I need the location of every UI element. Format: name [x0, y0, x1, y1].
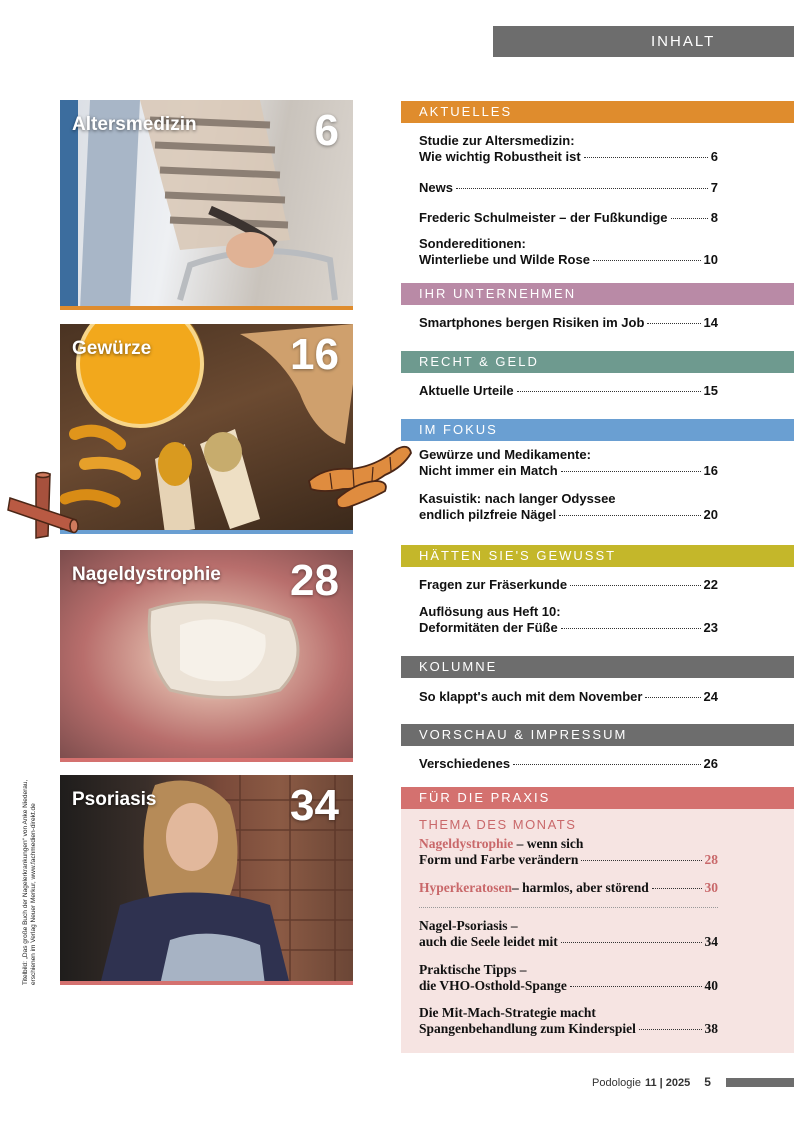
entry-line-2: Wie wichtig Robustheit ist [419, 149, 581, 164]
entry-line-2: Form und Farbe verändern [419, 852, 579, 867]
page-number: 14 [703, 315, 718, 330]
entry-line-1: Kasuistik: nach langer Odyssee [419, 491, 616, 506]
tile-color-bar [60, 758, 353, 762]
page-footer [592, 1075, 711, 1089]
toc-entry[interactable] [419, 180, 718, 196]
page-number: 38 [704, 1021, 718, 1036]
toc-entry[interactable] [419, 210, 718, 226]
toc-entry[interactable] [419, 315, 718, 331]
page-number: 24 [703, 689, 718, 704]
toc-entry[interactable] [419, 918, 718, 950]
tile-label: Nageldystrophie [72, 564, 221, 585]
tile-color-bar [60, 306, 353, 310]
entry-line-1: Auflösung aus Heft 10: [419, 604, 561, 619]
tile-label: Gewürze [72, 338, 152, 359]
toc-entry[interactable] [419, 880, 718, 896]
entry-line-1: Verschiedenes [419, 756, 511, 771]
page-number: 23 [703, 620, 718, 635]
tile-label: Psoriasis [72, 789, 157, 810]
image-credit: Titelbild: „Das große Buch der Nagelerkrankungen“ von Anke Niederau, erschienen im Verlag Neuer Merkur, www.fachmedien-direkt.de [22, 779, 37, 985]
entry-line-2: Winterliebe und Wilde Rose [419, 252, 590, 267]
page-number: 15 [703, 383, 718, 398]
section-tab-inhalt: INHALT [493, 26, 794, 57]
entry-line-1: Nagel-Psoriasis – [419, 918, 518, 933]
entry-line-2: endlich pilzfreie Nägel [419, 507, 557, 522]
entry-line-1: Aktuelle Urteile [419, 383, 514, 398]
entry-line-1: Sondereditionen: [419, 236, 526, 251]
section-aktuelles: AKTUELLES [401, 101, 794, 123]
section-ihr-unternehmen: IHR UNTERNEHMEN [401, 283, 794, 305]
toc-entry[interactable] [419, 133, 718, 165]
tile-color-bar [60, 981, 353, 985]
tile-page-number: 28 [290, 556, 339, 605]
entry-highlight: Nageldystrophie [419, 836, 514, 851]
toc-entry[interactable] [419, 236, 718, 268]
toc-entry[interactable] [419, 604, 718, 636]
turmeric-illustration [305, 437, 415, 511]
page-number: 10 [703, 252, 718, 267]
magazine-name: Podologie [592, 1077, 641, 1089]
toc-entry[interactable] [419, 383, 718, 399]
toc-entry[interactable] [419, 1005, 718, 1037]
thema-des-monats: THEMA DES MONATS [419, 817, 577, 832]
page-number: 16 [703, 463, 718, 478]
tile-label: Altersmedizin [72, 114, 197, 135]
tile-psoriasis[interactable] [60, 775, 353, 985]
toc-entry[interactable] [419, 962, 718, 994]
toc-entry[interactable] [419, 836, 718, 868]
toc-entry[interactable] [419, 577, 718, 593]
section-recht-geld: RECHT & GELD [401, 351, 794, 373]
section-fuer-die-praxis: FÜR DIE PRAXIS [401, 787, 794, 809]
section-haetten-sies-gewusst: HÄTTEN SIE'S GEWUSST [401, 545, 794, 567]
page-number: 20 [703, 507, 718, 522]
toc-entry[interactable] [419, 689, 718, 705]
entry-highlight: Hyperkeratosen [419, 880, 512, 895]
page-number: 28 [704, 852, 718, 867]
toc-entry[interactable] [419, 756, 718, 772]
page-number: 34 [704, 934, 718, 949]
entry-line-1: Smartphones bergen Risiken im Job [419, 315, 645, 330]
cinnamon-illustration [6, 470, 86, 542]
page-number: 6 [710, 149, 718, 164]
entry-line-1: Frederic Schulmeister – der Fußkundige [419, 210, 668, 225]
footer-bar [726, 1078, 794, 1087]
entry-line-1: Fragen zur Fräserkunde [419, 577, 568, 592]
entry-line-1: Studie zur Altersmedizin: [419, 133, 575, 148]
section-kolumne: KOLUMNE [401, 656, 794, 678]
entry-line-2: Spangenbehandlung zum Kinderspiel [419, 1021, 636, 1036]
entry-line-1: So klappt's auch mit dem November [419, 689, 643, 704]
entry-line-2: auch die Seele leidet mit [419, 934, 558, 949]
entry-line-2: Deformitäten der Füße [419, 620, 558, 635]
entry-line-1: Gewürze und Medikamente: [419, 447, 591, 462]
page-number: 40 [704, 978, 718, 993]
entry-line-2: Nicht immer ein Match [419, 463, 558, 478]
issue-number: 11 | 2025 [644, 1077, 691, 1089]
page-number: 8 [710, 210, 718, 225]
tile-altersmedizin[interactable] [60, 100, 353, 310]
footer-page-number: 5 [704, 1075, 711, 1089]
entry-line-1: Die Mit-Mach-Strategie macht [419, 1005, 596, 1020]
tile-nageldystrophie[interactable] [60, 550, 353, 762]
dotted-separator [419, 907, 718, 908]
toc-entry[interactable] [419, 447, 718, 479]
tile-page-number: 6 [314, 106, 339, 155]
section-im-fokus: IM FOKUS [401, 419, 794, 441]
toc-entry[interactable] [419, 491, 718, 523]
entry-line-1: Praktische Tipps – [419, 962, 527, 977]
page-number: 7 [710, 180, 718, 195]
page-number: 30 [704, 880, 718, 895]
section-vorschau-impressum: VORSCHAU & IMPRESSUM [401, 724, 794, 746]
entry-line-1: News [419, 180, 453, 195]
entry-line-1: – wenn sich [513, 836, 584, 851]
tile-page-number: 34 [290, 781, 339, 830]
page-number: 22 [703, 577, 718, 592]
page-number: 26 [703, 756, 718, 771]
entry-line-1: – harmlos, aber störend [511, 880, 649, 895]
entry-line-2: die VHO-Osthold-Spange [419, 978, 567, 993]
tile-page-number: 16 [290, 330, 339, 379]
tile-color-bar [60, 530, 353, 534]
